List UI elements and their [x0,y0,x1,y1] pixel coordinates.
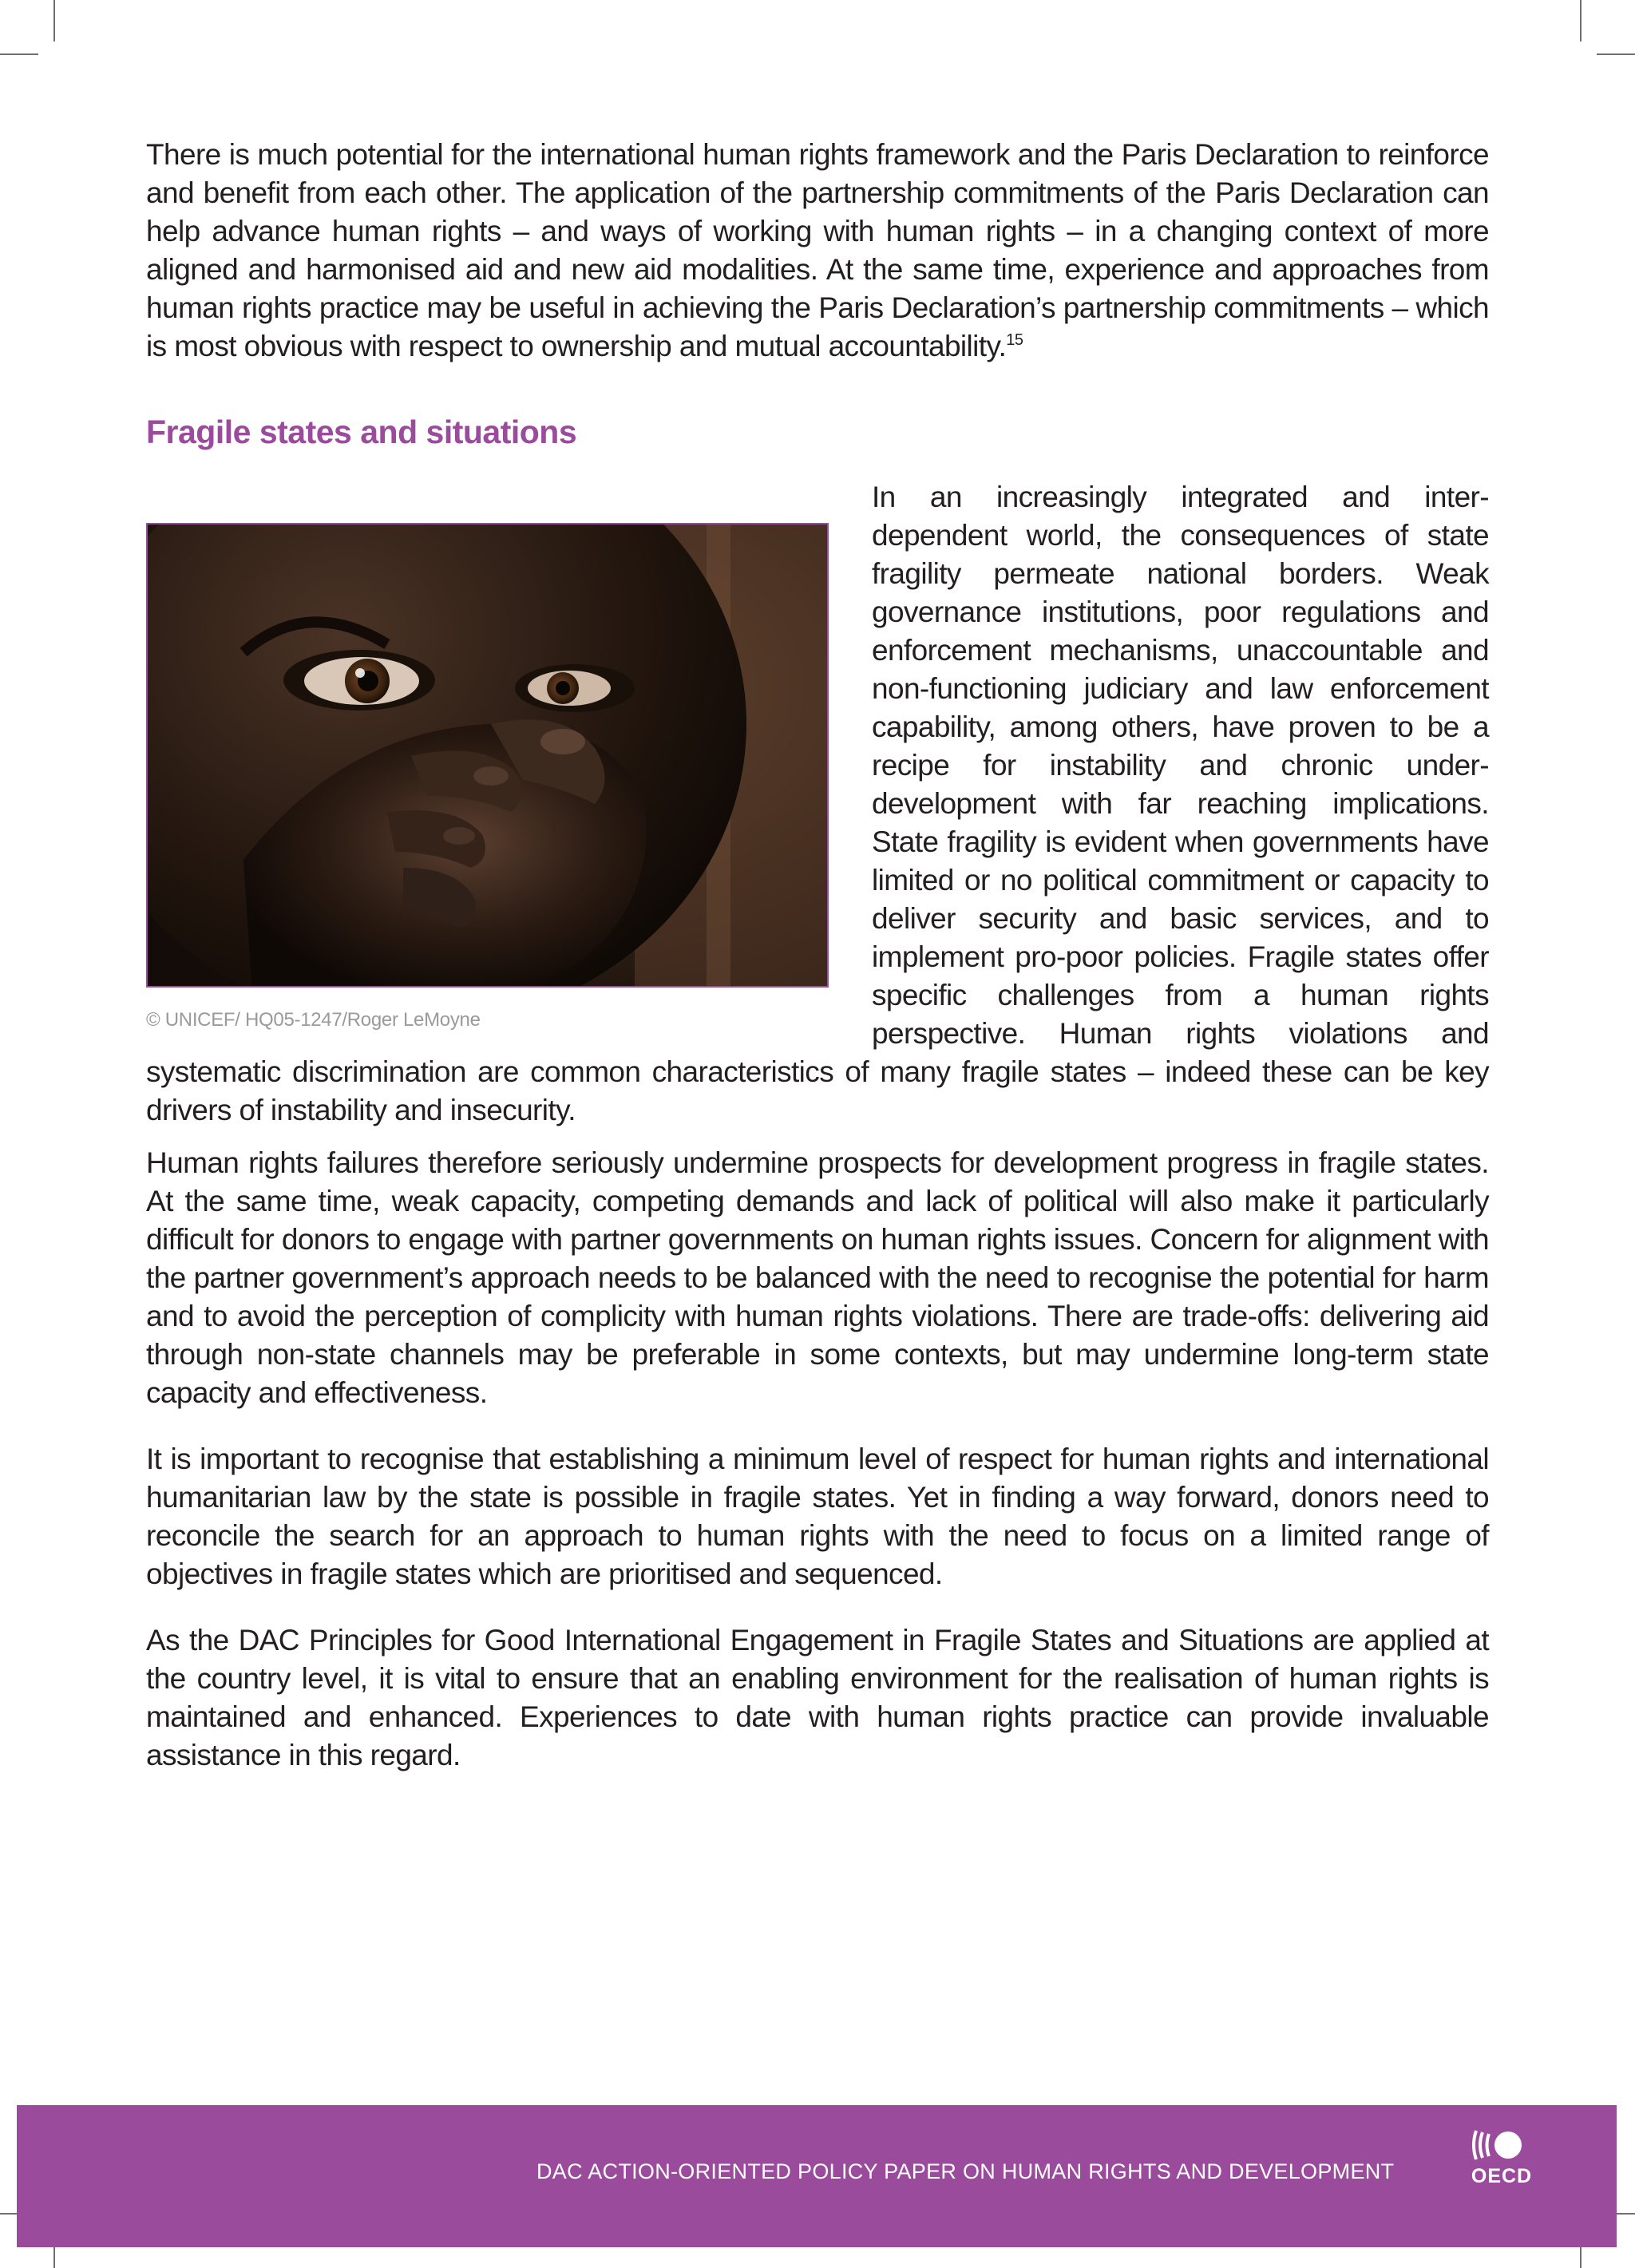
intro-paragraph-text: There is much potential for the international human rights framework and the Paris Declaration to reinforce and benefit from each other. The application of the partnership commitments of the Paris Declaration can help advance human rights – and ways of working with human rights – in a changing context of more aligned and harmonised aid and new aid modalities. At the same time, experience and approaches from human rights practice may be useful in achieving the Paris Declaration’s partnership commitments – which is most obvious with respect to ownership and mutual accountability. [146,138,1489,362]
fragile-paragraph-4: As the DAC Principles for Good International Engagement in Fragile States and Situations are applied at the country level, it is vital to ensure that an enabling environment for the realisation of human rights is maintained and enhanced. Experiences to date with human rights practice can provide invaluable assistance in this regard. [146,1624,1489,1771]
crop-mark-top-left-v [53,0,55,42]
crop-mark-top-left-h [0,53,38,55]
intro-paragraph [146,136,1489,366]
photo-child-face [146,523,829,988]
fragile-paragraph-2: Human rights failures therefore seriously undermine prospects for development progress in fragile states. At the same time, weak capacity, competing demands and lack of political will also make it particularly difficult for donors to engage with partner governments on human rights issues. Concern for alignment with the partner government’s approach needs to be balanced with the need to recognise the potential for harm and to avoid the perception of complicity with human rights violations. There are trade-offs: delivering aid through non-state channels may be preferable in some contexts, but may undermine long-term state capacity and effectiveness. [146,1146,1489,1409]
footer-title: DAC ACTION-ORIENTED POLICY PAPER ON HUMAN RIGHTS AND DEVELOPMENT [536,2159,1395,2183]
oecd-logo-text: OECD [1471,2165,1533,2187]
photo-caption: © UNICEF/ HQ05-1247/Roger LeMoyne [146,1009,481,1031]
crop-mark-top-right-v [1580,0,1582,42]
photo-figure [146,523,829,1039]
fragile-paragraph-3: It is important to recognise that establishing a minimum level of respect for human rights and international humanitarian law by the state is possible in fragile states. Yet in finding a way forward, donors need to reconcile the search for an approach to human rights with the need to focus on a limited range of objectives in fragile states which are prioritised and sequenced. [146,1443,1489,1590]
photo-illustration [148,524,827,986]
section-title: Fragile states and situations [146,414,577,450]
fragile-paragraph-1-text: In an increasingly integrated and inter-dependent world, the consequences of state fragility permeate national borders. Weak governance institutions, poor regulations and enforcement mechanisms, unaccountable and non-functioning judiciary and law enforcement capability, among others, have proven to be a recipe for instability and chronic under-development with far reaching implications. State fragility is evident when governments have limited or no political commitment or capacity to deliver security and basic services, and to implement pro-poor policies. Fragile states offer specific challenges from a human rights perspective. Human rights violations and systematic discrimination are common characteristics of many fragile states – indeed these can be key drivers of instability and insecurity. [146,481,1489,1126]
footnote-marker: 15 [1006,331,1023,349]
crop-mark-top-right-h [1597,53,1635,55]
page-content [146,136,1489,1803]
fragile-paragraph-1 [146,478,1489,1130]
